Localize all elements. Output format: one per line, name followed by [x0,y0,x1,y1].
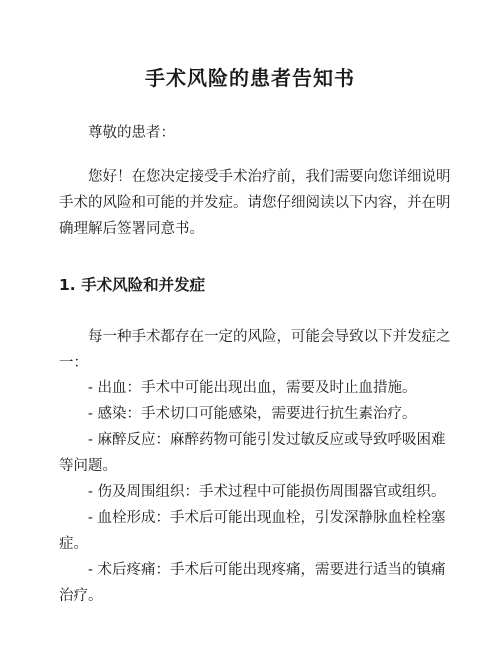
intro-paragraph: 您好！在您决定接受手术治疗前，我们需要向您详细说明手术的风险和可能的并发症。请您仔细阅读以下内容，并在明确理解后签署同意书。 [59,169,451,237]
risk-item-thrombosis: - 血栓形成：手术后可能出现血栓，引发深静脉血栓栓塞症。 [59,510,446,552]
section-lead-paragraph: 每一种手术都存在一定的风险，可能会导致以下并发症之一： [59,329,451,371]
risk-item-bleeding: - 出血：手术中可能出现出血，需要及时止血措施。 [88,380,417,396]
salutation: 尊敬的患者： [88,125,175,141]
risk-item-anesthesia: - 麻醉反应：麻醉药物可能引发过敏反应或导致呼吸困难等问题。 [59,432,446,474]
risk-item-tissue-injury: - 伤及周围组织：手术过程中可能损伤周围器官或组织。 [88,484,446,500]
document-title: 手术风险的患者告知书 [145,66,355,90]
risk-list [59,375,454,609]
risk-item-postoperative-pain: - 术后疼痛：手术后可能出现疼痛，需要进行适当的镇痛治疗。 [59,562,446,604]
risk-item-infection: - 感染：手术切口可能感染，需要进行抗生素治疗。 [88,406,417,422]
section-heading: 1. 手术风险和并发症 [59,276,206,294]
